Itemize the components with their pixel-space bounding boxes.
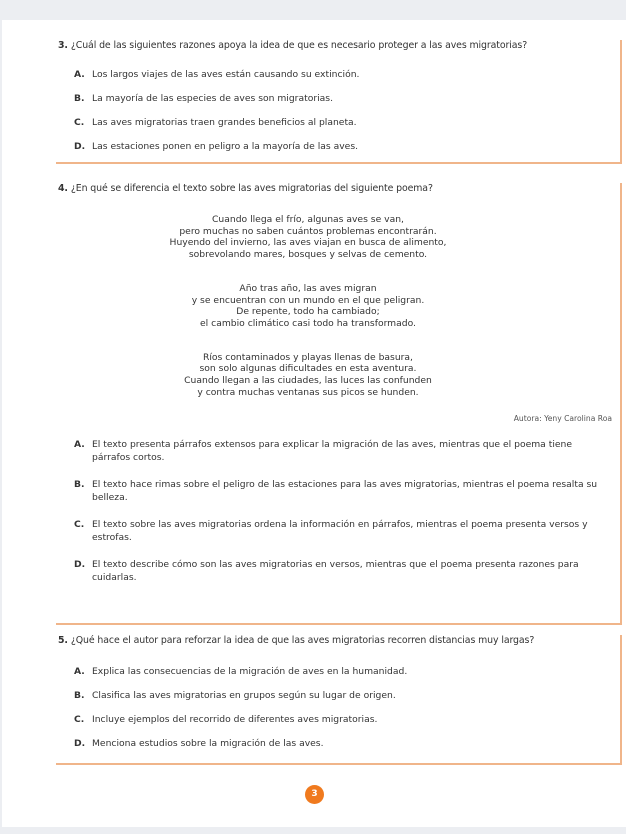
answer-option-b[interactable]: [56, 479, 620, 504]
option-letter: B.: [74, 479, 85, 491]
option-letter: D.: [74, 738, 86, 749]
option-text: El texto sobre las aves migratorias ordena la información en párrafos, mientras el poema presenta versos y estrofas.: [92, 519, 588, 543]
question-5: [56, 635, 622, 765]
question-number: 4.: [58, 183, 68, 194]
answer-option-a[interactable]: [56, 666, 620, 679]
page-number-badge: 3: [305, 785, 324, 804]
option-letter: B.: [74, 690, 85, 701]
poem-line: Cuando llega el frío, algunas aves se van,: [212, 214, 404, 225]
answer-option-c[interactable]: [56, 519, 620, 544]
option-letter: C.: [74, 519, 85, 531]
answer-option-a[interactable]: [56, 439, 620, 464]
answer-option-c[interactable]: [56, 117, 620, 130]
option-letter: D.: [74, 141, 86, 152]
question-number: 5.: [58, 635, 68, 646]
option-text: Menciona estudios sobre la migración de las aves.: [92, 738, 324, 749]
option-letter: C.: [74, 714, 85, 725]
answer-option-d[interactable]: [56, 141, 620, 154]
question-3: [56, 40, 622, 164]
option-text: El texto presenta párrafos extensos para explicar la migración de las aves, mientras que el poema tiene párrafos cortos.: [92, 439, 573, 463]
option-letter: B.: [74, 93, 85, 104]
poem-line: Huyendo del invierno, las aves viajan en busca de alimento,: [169, 237, 447, 249]
option-text: El texto hace rimas sobre el peligro de las estaciones para las aves migratorias, mientras el poema resalta su belleza.: [92, 479, 598, 503]
poem-line: Cuando llegan a las ciudades, las luces las confunden: [184, 375, 432, 387]
answer-option-d[interactable]: [56, 559, 620, 584]
option-letter: C.: [74, 117, 85, 128]
question-5-text: [56, 635, 620, 646]
option-text: Las aves migratorias traen grandes beneficios al planeta.: [92, 117, 357, 128]
question-prompt: ¿En qué se diferencia el texto sobre las aves migratorias del siguiente poema?: [70, 183, 433, 194]
option-text: Clasifica las aves migratorias en grupos según su lugar de origen.: [92, 690, 396, 701]
answer-option-b[interactable]: [56, 93, 620, 106]
poem-author: Autora: Yeny Carolina Roa: [513, 414, 612, 424]
option-letter: A.: [74, 69, 85, 80]
poem-stanza: [56, 283, 560, 330]
question-prompt: ¿Cuál de las siguientes razones apoya la idea de que es necesario proteger a las aves migratorias?: [70, 40, 528, 51]
answer-option-b[interactable]: [56, 690, 620, 703]
poem-line: pero muchas no saben cuántos problemas encontrarán.: [179, 225, 437, 237]
option-letter: A.: [74, 439, 85, 451]
poem-line: Año tras año, las aves migran: [239, 282, 377, 294]
option-text: Las estaciones ponen en peligro a la mayoría de las aves.: [92, 141, 359, 152]
poem-line: el cambio climático casi todo ha transformado.: [200, 317, 416, 329]
option-text: La mayoría de las especies de aves son migratorias.: [92, 93, 333, 104]
poem-line: Ríos contaminados y playas llenas de basura,: [203, 351, 413, 363]
poem-stanza: [56, 352, 560, 399]
question-3-text: [56, 40, 620, 51]
option-text: El texto describe cómo son las aves migratorias en versos, mientras que el poema presenta razones para cuidarlas.: [92, 559, 579, 583]
poem: [56, 214, 620, 398]
answer-option-c[interactable]: [56, 714, 620, 727]
option-text: Explica las consecuencias de la migración de aves en la humanidad.: [92, 666, 408, 677]
question-number: 3.: [58, 40, 68, 51]
option-letter: A.: [74, 666, 85, 677]
answer-option-d[interactable]: [56, 738, 620, 751]
poem-line: son solo algunas dificultades en esta aventura.: [199, 363, 417, 375]
poem-line: sobrevolando mares, bosques y selvas de cemento.: [188, 249, 428, 261]
poem-line: y contra muchas ventanas sus picos se hunden.: [197, 386, 419, 398]
option-letter: D.: [74, 559, 86, 571]
answer-option-a[interactable]: [56, 69, 620, 82]
option-text: Incluye ejemplos del recorrido de diferentes aves migratorias.: [92, 714, 378, 725]
question-4-text: [56, 183, 620, 194]
worksheet-page: [2, 20, 626, 827]
question-4: [56, 183, 622, 625]
poem-line: y se encuentran con un mundo en el que peligran.: [191, 294, 425, 306]
poem-line: De repente, todo ha cambiado;: [236, 306, 380, 318]
option-text: Los largos viajes de las aves están causando su extinción.: [92, 69, 360, 80]
poem-stanza: [56, 214, 560, 261]
question-prompt: ¿Qué hace el autor para reforzar la idea de que las aves migratorias recorren distancias muy largas?: [70, 635, 535, 646]
